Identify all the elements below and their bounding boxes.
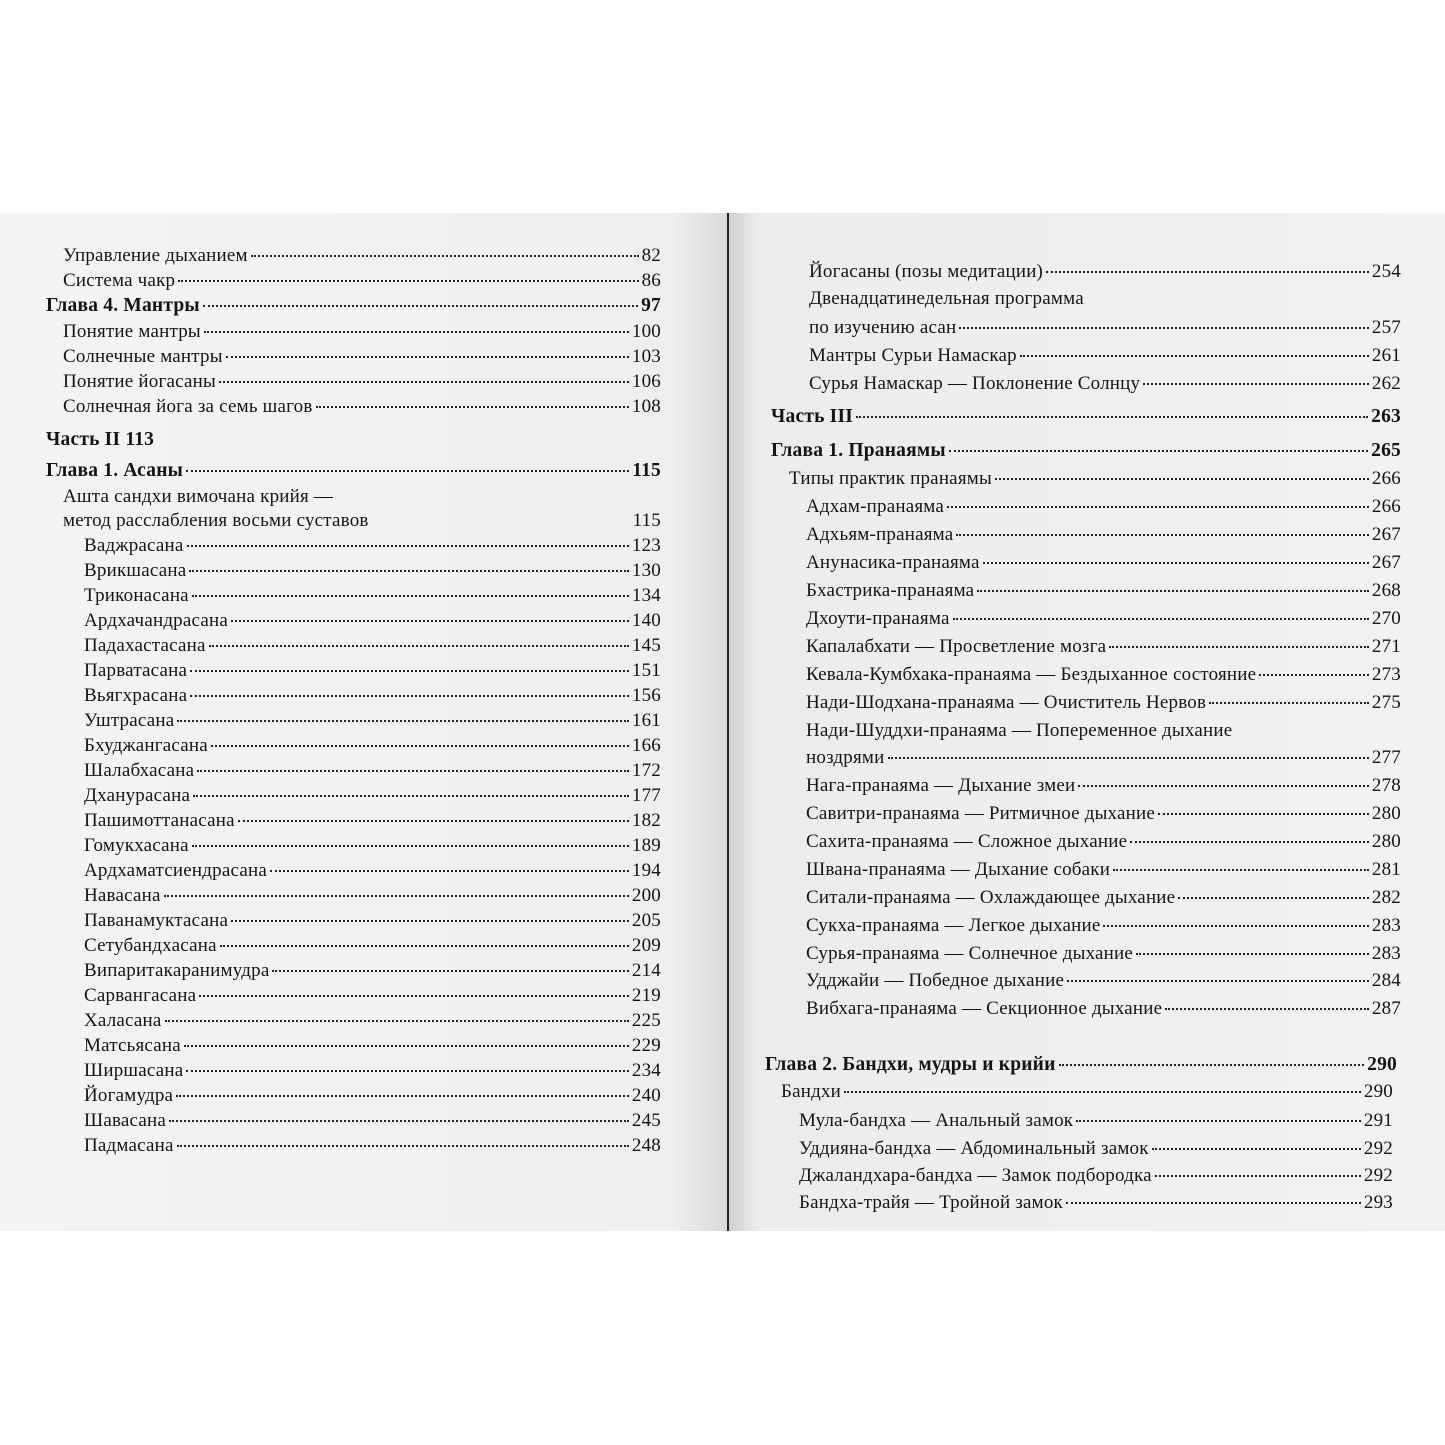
- toc-entry: Сурья Намаскар — Поклонение Солнцу 262: [809, 373, 1401, 394]
- toc-entry: Врикшасана 130: [84, 560, 661, 581]
- toc-chapter: Глава 1. Асаны 115: [46, 460, 661, 481]
- toc-chapter: Глава 1. Пранаямы 265: [771, 440, 1401, 461]
- toc-entry: Адхам-пранаяма 266: [806, 496, 1401, 517]
- toc-entry: Триконасана 134: [84, 585, 661, 606]
- toc-entry: Управление дыханием 82: [63, 245, 661, 266]
- toc-entry: Ширшасана 234: [84, 1060, 661, 1081]
- toc-entry: Сахита-пранаяма — Сложное дыхание 280: [806, 831, 1401, 852]
- toc-entry: Капалабхати — Просветление мозга 271: [806, 636, 1401, 657]
- toc-part: Часть II 113: [46, 429, 155, 450]
- toc-entry: Понятие мантры 100: [63, 321, 661, 342]
- toc-entry: Дхоути-пранаяма 270: [806, 608, 1401, 629]
- toc-entry: Кевала-Кумбхака-пранаяма — Бездыханное состояние 273: [806, 664, 1401, 685]
- toc-chapter: Глава 2. Бандхи, мудры и крийи 290: [765, 1054, 1397, 1075]
- toc-entry: Ситали-пранаяма — Охлаждающее дыхание 282: [806, 887, 1401, 908]
- toc-entry: Гомукхасана 189: [84, 835, 661, 856]
- book-spread: [0, 213, 1445, 1231]
- toc-entry: Випаритакаранимудра 214: [84, 960, 661, 981]
- toc-entry: Ардхаматсиендрасана 194: [84, 860, 661, 881]
- toc-entry: Удджайи — Победное дыхание 284: [806, 970, 1401, 991]
- toc-entry: Шавасана 245: [84, 1110, 661, 1131]
- toc-entry: Сарвангасана 219: [84, 985, 661, 1006]
- toc-entry: Навасана 200: [84, 885, 661, 906]
- toc-entry: Пашимоттанасана 182: [84, 810, 661, 831]
- toc-entry: Солнечная йога за семь шагов 108: [63, 396, 661, 417]
- toc-entry: Нади-Шуддхи-пранаяма — Попеременное дыхание: [806, 720, 1233, 741]
- toc-entry: ноздрями 277: [806, 747, 1401, 768]
- toc-entry: Солнечные мантры 103: [63, 346, 661, 367]
- toc-entry: Йогасаны (позы медитации) 254: [809, 261, 1401, 282]
- toc-entry: Бхуджангасана 166: [84, 735, 661, 756]
- toc-chapter: Глава 4. Мантры 97: [46, 295, 661, 316]
- toc-entry: Уддияна-бандха — Абдоминальный замок 292: [799, 1138, 1393, 1159]
- toc-entry: Сукха-пранаяма — Легкое дыхание 283: [806, 915, 1401, 936]
- toc-entry: Бхастрика-пранаяма 268: [806, 580, 1401, 601]
- toc-entry: Матсьясана 229: [84, 1035, 661, 1056]
- toc-entry: Ваджрасана 123: [84, 535, 661, 556]
- toc-entry: Парватасана 151: [84, 660, 661, 681]
- right-page: [729, 213, 1445, 1231]
- toc-entry: Уштрасана 161: [84, 710, 661, 731]
- toc-entry: Падахастасана 145: [84, 635, 661, 656]
- toc-entry: Падмасана 248: [84, 1135, 661, 1156]
- right-toc: [729, 213, 1445, 1231]
- toc-entry: Двенадцатинедельная программа: [809, 288, 1084, 309]
- toc-entry: Швана-пранаяма — Дыхание собаки 281: [806, 859, 1401, 880]
- toc-entry: Сурья-пранаяма — Солнечное дыхание 283: [806, 943, 1401, 964]
- toc-entry: Сетубандхасана 209: [84, 935, 661, 956]
- toc-entry: Паванамуктасана 205: [84, 910, 661, 931]
- toc-entry: Дханурасана 177: [84, 785, 661, 806]
- toc-entry: Мантры Сурьи Намаскар 261: [809, 345, 1401, 366]
- toc-entry: Халасана 225: [84, 1010, 661, 1031]
- toc-part: Часть III 263: [771, 406, 1401, 427]
- toc-entry: Вьягхрасана 156: [84, 685, 661, 706]
- toc-entry: Нага-пранаяма — Дыхание змеи 278: [806, 775, 1401, 796]
- toc-entry: Вибхага-пранаяма — Секционное дыхание 287: [806, 998, 1401, 1019]
- toc-entry: Понятие йогасаны 106: [63, 371, 661, 392]
- toc-entry: Типы практик пранаямы 266: [789, 468, 1401, 489]
- toc-entry: Ардхачандрасана 140: [84, 610, 661, 631]
- toc-entry: Бандхи 290: [781, 1081, 1393, 1102]
- toc-entry: Шалабхасана 172: [84, 760, 661, 781]
- toc-entry: Савитри-пранаяма — Ритмичное дыхание 280: [806, 803, 1401, 824]
- toc-entry: Йогамудра 240: [84, 1085, 661, 1106]
- toc-entry: Система чакр 86: [63, 270, 661, 291]
- toc-entry: Бандха-трайя — Тройной замок 293: [799, 1192, 1393, 1213]
- toc-entry: по изучению асан 257: [809, 317, 1401, 338]
- toc-entry: метод расслабления восьми суставов 115: [63, 510, 661, 531]
- left-page: [0, 213, 729, 1231]
- toc-entry: Анунасика-пранаяма 267: [806, 552, 1401, 573]
- toc-entry: Ашта сандхи вимочана крийя —: [63, 486, 334, 507]
- toc-entry: Мула-бандха — Анальный замок 291: [799, 1110, 1393, 1131]
- toc-entry: Адхьям-пранаяма 267: [806, 524, 1401, 545]
- toc-entry: Джаландхара-бандха — Замок подбородка 292: [799, 1165, 1393, 1186]
- left-toc: [0, 213, 729, 1231]
- toc-entry: Нади-Шодхана-пранаяма — Очиститель Нервов 275: [806, 692, 1401, 713]
